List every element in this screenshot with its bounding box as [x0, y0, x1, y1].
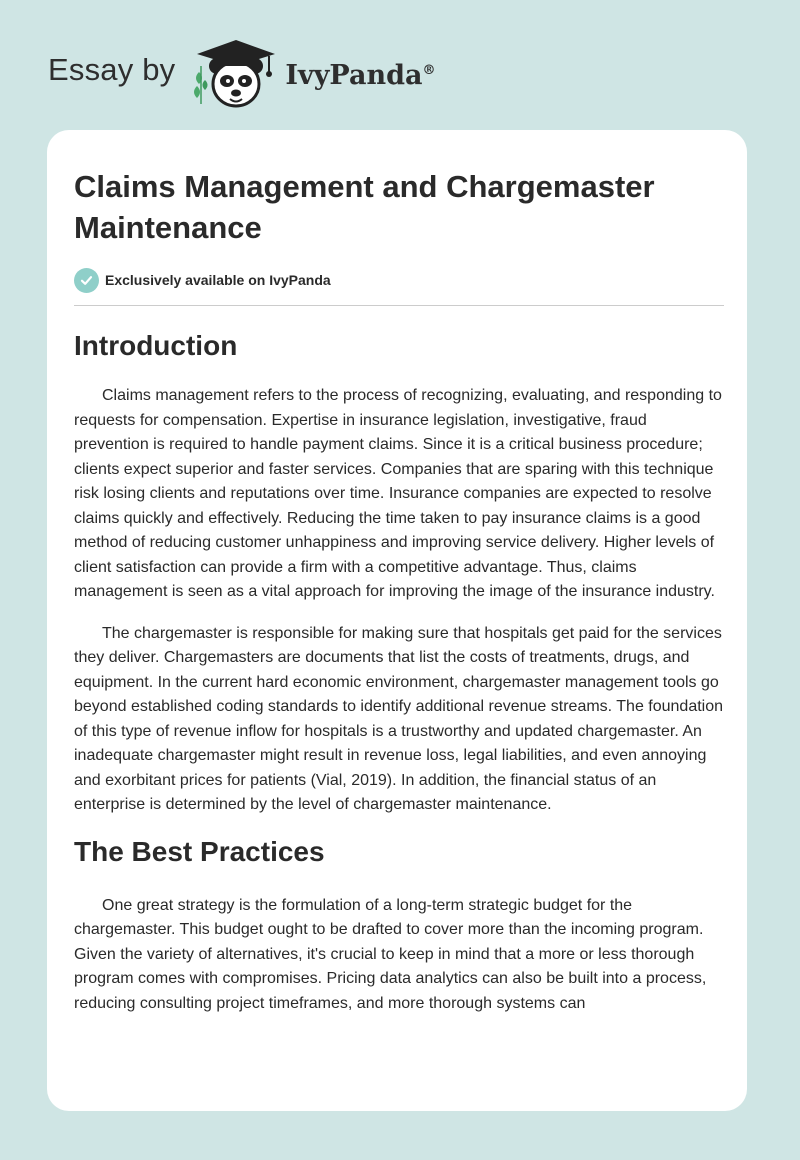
- paragraph: Claims management refers to the process of recognizing, evaluating, and responding to requests for compensation. Expertise in insurance legislation, investigative, fraud prevention is required to handle payment claims. Since it is a critical business procedure; clients expect superior and faster services. Companies that are sparing with this technique risk losing clients and reputations over time. Insurance companies are expected to resolve claims quickly and effectively. Reducing the time taken to pay insurance claims is a good method of reducing customer unhappiness and improving service delivery. Higher levels of client satisfaction can provide a firm with a competitive advantage. Thus, claims management is seen as a vital approach for improving the image of the insurance industry.: [74, 387, 722, 600]
- exclusive-badge: [74, 266, 724, 294]
- essay-content: [74, 166, 724, 1016]
- paragraph: One great strategy is the formulation of a long-term strategic budget for the chargemaster. This budget ought to be drafted to cover more than the incoming program. Given the variety of alternatives, it's crucial to keep in mind that a more or less thorough program comes with compromises. Pricing data analytics can also be built into a process, reducing consulting project timeframes, and more thorough systems can: [74, 896, 707, 1012]
- divider: [74, 305, 724, 306]
- essay-card: [47, 130, 747, 1111]
- site-header: [48, 34, 435, 114]
- essay-by-label: Essay by: [48, 52, 176, 87]
- essay-title: Claims Management and Chargemaster Maintenance: [74, 169, 655, 245]
- ivypanda-brand-name[interactable]: IvyPanda®: [285, 59, 436, 91]
- checkmark-icon: [74, 268, 99, 293]
- section-heading-introduction: Introduction: [74, 330, 238, 361]
- paragraph: The chargemaster is responsible for making sure that hospitals get paid for the services they deliver. Chargemasters are documents that list the costs of treatments, drugs, and equipment. In the current hard economic environment, chargemaster management tools go beyond established coding standards to identify additional revenue streams. The foundation of this type of revenue inflow for hospitals is a trustworthy and updated chargemaster. An inadequate chargemaster might result in revenue loss, legal liabilities, and even annoying and exorbitant prices for patients (Vial, 2019). In addition, the financial status of an enterprise is determined by the level of chargemaster maintenance.: [74, 624, 724, 813]
- ivypanda-logo-icon[interactable]: [189, 36, 281, 112]
- section-heading-best-practices: The Best Practices: [74, 835, 325, 867]
- exclusive-label: Exclusively available on IvyPanda: [105, 272, 331, 288]
